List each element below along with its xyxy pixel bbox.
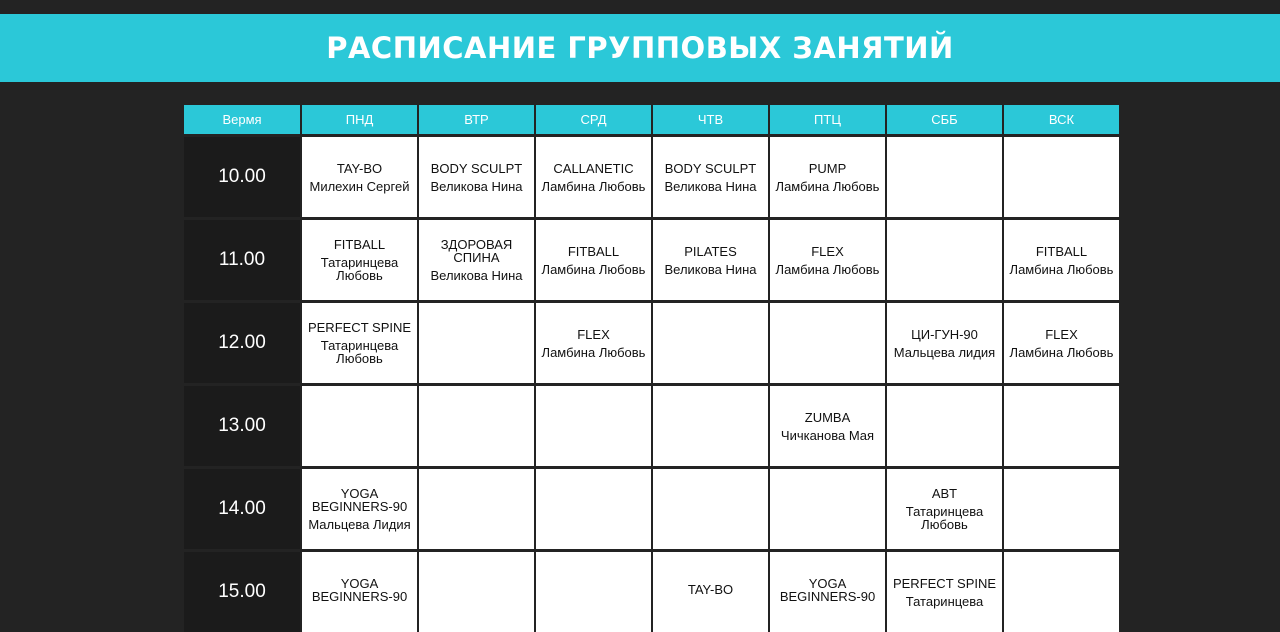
schedule-cell (419, 137, 534, 217)
class-name: YOGA BEGINNERS-90 (311, 575, 408, 604)
schedule-cell (770, 469, 885, 549)
trainer-name: Великова Нина (430, 178, 523, 194)
trainer-name: Ламбина Любовь (1009, 344, 1114, 360)
schedule-cell (302, 386, 417, 466)
schedule-cell (419, 220, 534, 300)
schedule-cell (536, 137, 651, 217)
trainer-name: Татаринцева (905, 593, 984, 609)
time-cell: 13.00 (184, 386, 300, 466)
trainer-name: Великова Нина (664, 178, 757, 194)
class-name: FLEX (811, 243, 844, 259)
trainer-name: Ламбина Любовь (775, 178, 880, 194)
class-name: ЗДОРОВАЯ СПИНА (440, 237, 513, 265)
class-name: PERFECT SPINE (892, 575, 997, 591)
class-name: FITBALL (333, 237, 386, 252)
class-name: PERFECT SPINE (307, 320, 412, 335)
schedule-cell (770, 137, 885, 217)
time-cell: 11.00 (184, 220, 300, 300)
schedule-cell (1004, 469, 1119, 549)
time-cell: 15.00 (184, 552, 300, 632)
schedule-table (184, 105, 1119, 632)
schedule-cell (1004, 220, 1119, 300)
class-name: CALLANETIC (553, 160, 634, 176)
trainer-name: Ламбина Любовь (1009, 261, 1114, 277)
schedule-cell (887, 137, 1002, 217)
schedule-cell (536, 552, 651, 632)
class-name: TAY-BO (687, 582, 734, 597)
trainer-name: Мальцева лидия (893, 344, 996, 360)
schedule-cell (419, 552, 534, 632)
schedule-cell (653, 220, 768, 300)
trainer-name: Ламбина Любовь (541, 261, 646, 277)
schedule-cell (1004, 386, 1119, 466)
class-name: YOGA BEGINNERS-90 (779, 575, 876, 604)
time-cell: 14.00 (184, 469, 300, 549)
class-name: PILATES (684, 243, 737, 259)
schedule-cell (1004, 137, 1119, 217)
trainer-name: Ламбина Любовь (541, 344, 646, 360)
schedule-cell (536, 386, 651, 466)
trainer-name: Чичканова Мая (780, 427, 875, 443)
schedule-cell (887, 303, 1002, 383)
trainer-name: Татаринцева Любовь (905, 504, 984, 532)
header-day: ПНД (302, 105, 417, 134)
trainer-name: Великова Нина (430, 268, 523, 283)
schedule-cell (419, 303, 534, 383)
trainer-name: Мальцева Лидия (308, 517, 411, 532)
schedule-cell (653, 552, 768, 632)
trainer-name: Ламбина Любовь (541, 178, 646, 194)
page-title: РАСПИСАНИЕ ГРУППОВЫХ ЗАНЯТИЙ (326, 31, 954, 65)
class-name: ZUMBA (804, 409, 851, 425)
trainer-name: Татаринцева Любовь (320, 255, 399, 283)
trainer-name: Татаринцева Любовь (320, 338, 399, 366)
schedule-cell (770, 386, 885, 466)
schedule-cell (302, 552, 417, 632)
schedule-cell (887, 469, 1002, 549)
class-name: BODY SCULPT (664, 160, 757, 176)
class-name: FLEX (1045, 326, 1078, 342)
schedule-cell (536, 469, 651, 549)
schedule-cell (770, 220, 885, 300)
header-day: СББ (887, 105, 1002, 134)
schedule-cell (653, 303, 768, 383)
time-cell: 10.00 (184, 137, 300, 217)
title-banner (0, 14, 1280, 82)
header-time: Вермя (184, 105, 300, 134)
schedule-cell (1004, 552, 1119, 632)
class-name: FITBALL (567, 243, 620, 259)
header-day: ВСК (1004, 105, 1119, 134)
schedule-cell (653, 469, 768, 549)
schedule-cell (536, 303, 651, 383)
class-name: FITBALL (1035, 243, 1088, 259)
trainer-name: Великова Нина (664, 261, 757, 277)
schedule-cell (302, 220, 417, 300)
schedule-cell (653, 386, 768, 466)
schedule-cell (419, 386, 534, 466)
schedule-cell (302, 303, 417, 383)
schedule-cell (887, 552, 1002, 632)
class-name: FLEX (577, 326, 610, 342)
class-name: PUMP (808, 160, 847, 176)
schedule-cell (887, 220, 1002, 300)
schedule-cell (536, 220, 651, 300)
trainer-name: Милехин Сергей (309, 178, 410, 194)
header-day: СРД (536, 105, 651, 134)
class-name: BODY SCULPT (430, 160, 523, 176)
class-name: ЦИ-ГУН-90 (911, 326, 978, 342)
schedule-cell (1004, 303, 1119, 383)
schedule-cell (302, 137, 417, 217)
schedule-cell (770, 552, 885, 632)
time-cell: 12.00 (184, 303, 300, 383)
top-strip (0, 0, 1280, 14)
schedule-cell (419, 469, 534, 549)
trainer-name: Ламбина Любовь (775, 261, 880, 277)
header-day: ЧТВ (653, 105, 768, 134)
schedule-cell (770, 303, 885, 383)
class-name: ABT (931, 486, 958, 501)
schedule-cell (653, 137, 768, 217)
header-day: ПТЦ (770, 105, 885, 134)
schedule-cell (302, 469, 417, 549)
schedule-cell (887, 386, 1002, 466)
header-day: ВТР (419, 105, 534, 134)
class-name: TAY-BO (336, 160, 383, 176)
class-name: YOGA BEGINNERS-90 (311, 486, 408, 514)
